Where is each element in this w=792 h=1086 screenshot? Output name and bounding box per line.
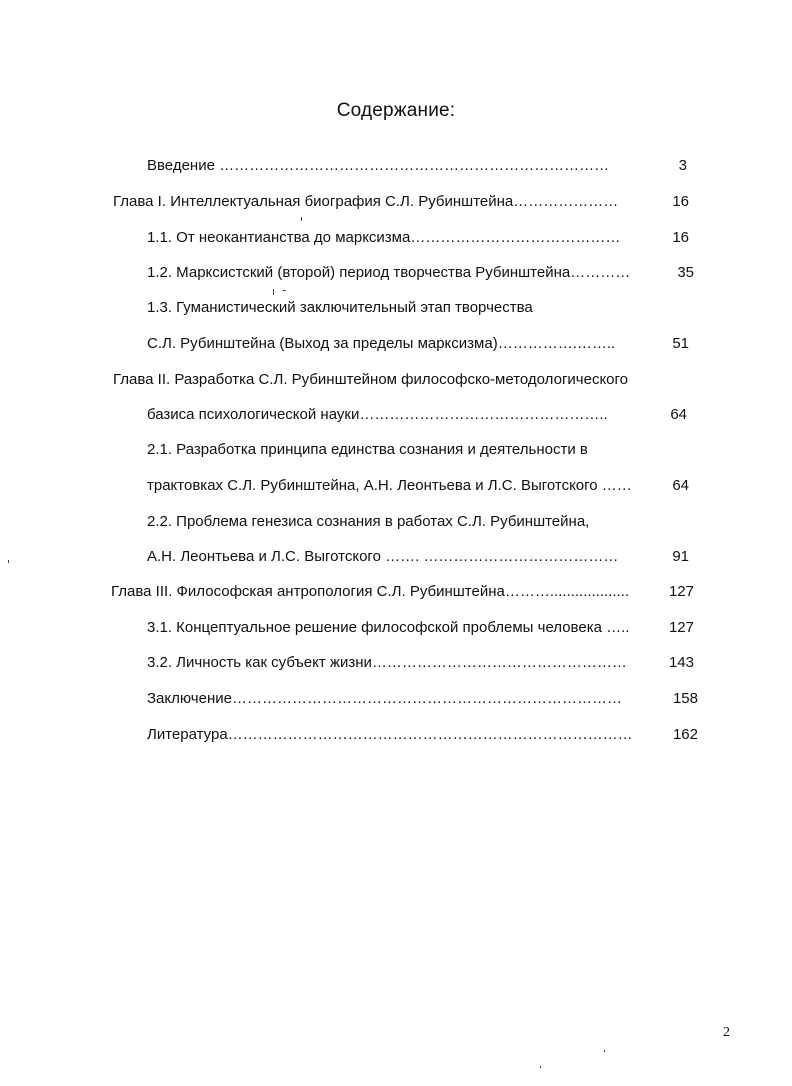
scan-speck xyxy=(540,1066,541,1068)
toc-entry-introduction: Введение …………………………………………………………………… xyxy=(147,157,610,174)
toc-entry-section-3-1: 3.1. Концептуальное решение философской проблемы человека ….. xyxy=(147,619,630,636)
scan-speck xyxy=(604,1050,605,1052)
scan-speck xyxy=(273,289,274,295)
toc-entry-section-3-2: 3.2. Личность как субъект жизни…………………………………………… xyxy=(147,654,627,671)
toc-page-section-1-1: 16 xyxy=(672,229,689,246)
toc-entry-chapter-3: Глава III. Философская антропология С.Л. Рубинштейна………................... xyxy=(111,583,630,600)
toc-page-literature: 162 xyxy=(672,726,698,743)
toc-entry-section-1-1: 1.1. От неокантианства до марксизма…………………………………… xyxy=(147,229,621,246)
toc-page-section-3-1: 127 xyxy=(668,619,694,636)
toc-entry-section-1-3-line-2: С.Л. Рубинштейна (Выход за пределы марксизма)…………….…….. xyxy=(147,335,616,352)
toc-page-introduction: 3 xyxy=(678,157,687,174)
toc-entry-section-2-2-line-1: 2.2. Проблема генезиса сознания в работах С.Л. Рубинштейна, xyxy=(147,513,590,530)
page-number: 2 xyxy=(723,1025,730,1040)
toc-page-chapter-3: 127 xyxy=(668,583,694,600)
toc-entry-section-1-3-line-1: 1.3. Гуманистический заключительный этап творчества xyxy=(147,299,533,316)
toc-page-section-1-2: 35 xyxy=(677,264,694,281)
toc-page-chapter-1: 16 xyxy=(672,193,689,210)
toc-entry-chapter-2-line-1: Глава II. Разработка С.Л. Рубинштейном философско-методологического xyxy=(113,371,629,388)
page-title: Содержание: xyxy=(336,100,456,121)
toc-page-section-2-1: 64 xyxy=(672,477,689,494)
toc-entry-chapter-2-line-2: базиса психологической науки………………………………………….. xyxy=(147,406,608,423)
scan-speck xyxy=(301,217,302,221)
toc-page-conclusion: 158 xyxy=(672,690,698,707)
toc-entry-section-1-2: 1.2. Марксистский (второй) период творчества Рубинштейна………… xyxy=(147,264,631,281)
toc-entry-chapter-1: Глава I. Интеллектуальная биография С.Л. Рубинштейна………………… xyxy=(113,193,619,210)
scan-speck xyxy=(283,290,286,291)
toc-page-section-1-3: 51 xyxy=(672,335,689,352)
toc-entry-section-2-1-line-1: 2.1. Разработка принципа единства сознания и деятельности в xyxy=(147,441,588,458)
toc-entry-literature: Литература……………………………………………………………………… xyxy=(147,726,633,743)
toc-page-section-2-2: 91 xyxy=(672,548,689,565)
toc-page-chapter-2: 64 xyxy=(670,406,687,423)
scan-speck xyxy=(8,560,9,563)
toc-entry-section-2-1-line-2: трактовках С.Л. Рубинштейна, А.Н. Леонтьева и Л.С. Выготского …… xyxy=(147,477,632,494)
toc-entry-section-2-2-line-2: А.Н. Леонтьева и Л.С. Выготского ……. ………………………………… xyxy=(147,548,619,565)
toc-entry-conclusion: Заключение…………………………………………………………………… xyxy=(147,690,622,707)
toc-page-section-3-2: 143 xyxy=(668,654,694,671)
